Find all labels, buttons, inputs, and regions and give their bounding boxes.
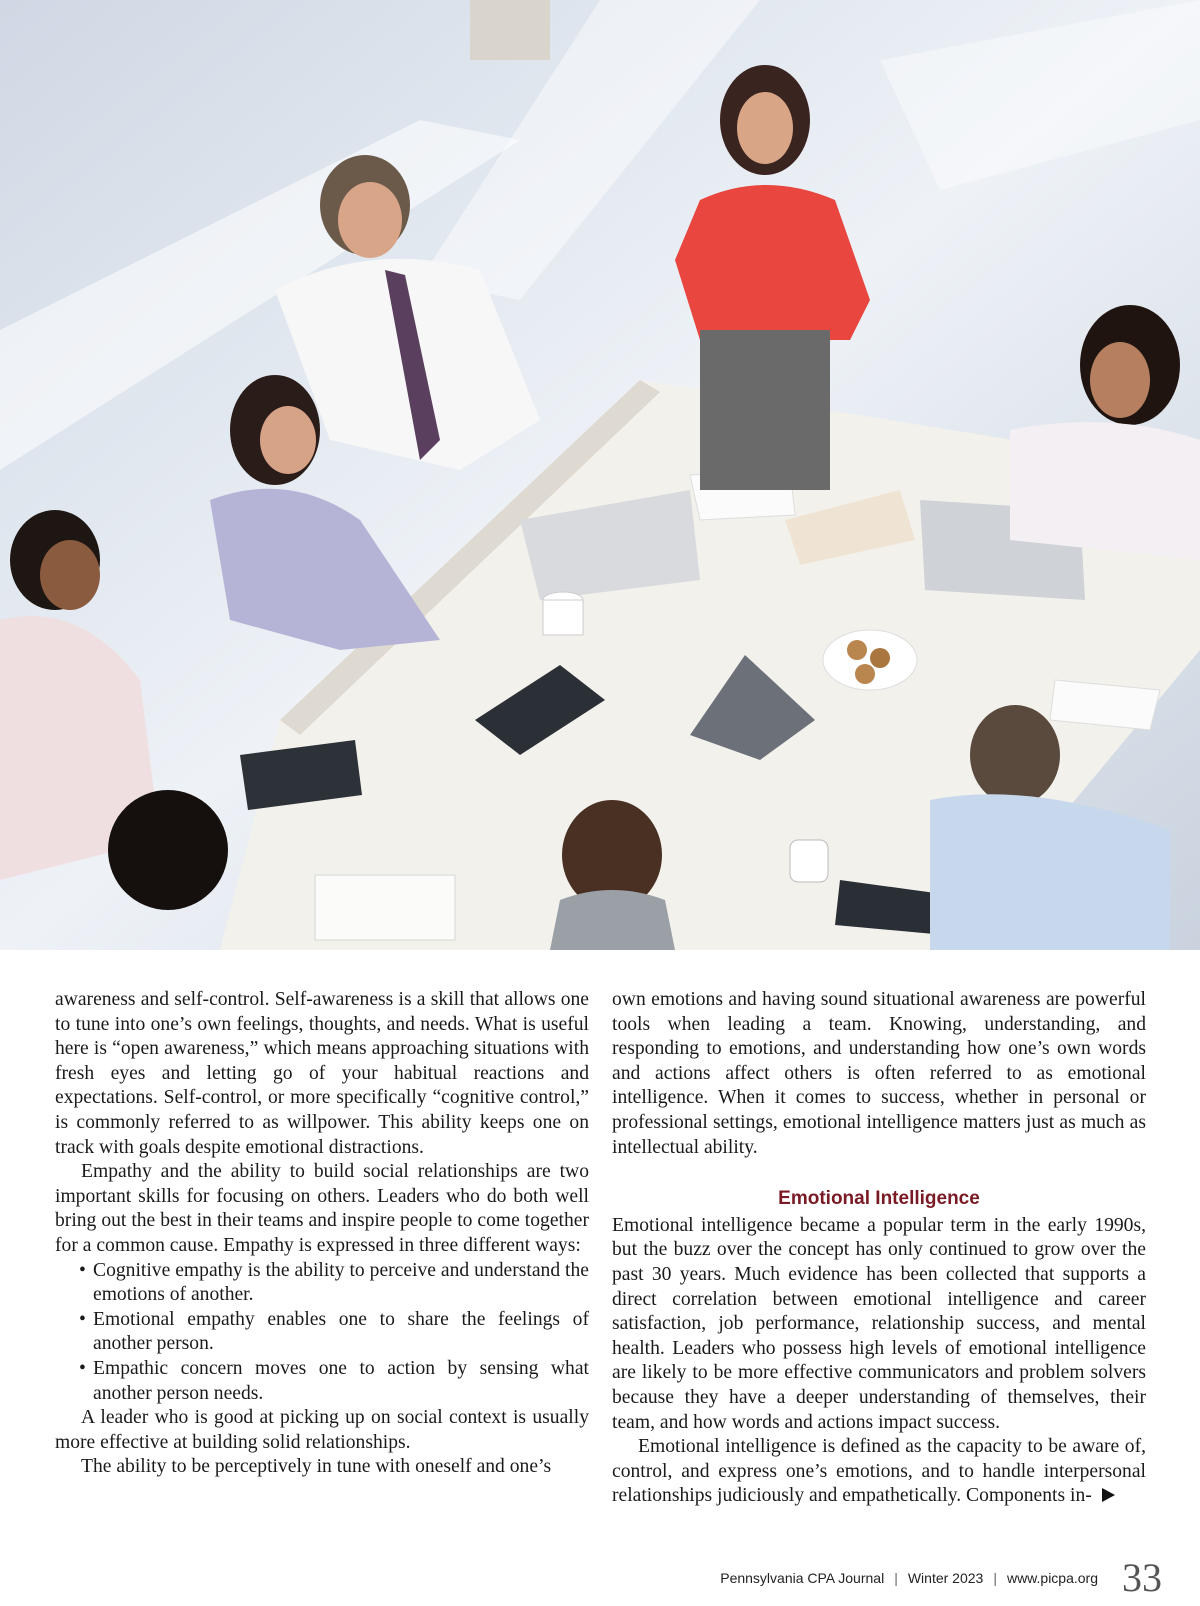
footer-separator: | — [894, 1570, 898, 1586]
left-column — [55, 988, 589, 1480]
right-paragraph-2: Emotional intelligence became a popular term in the early 1990s, but the buzz over the concept has only continued to grow over the past 30 years. Much evidence has been collected that supports a direct correlation between emotional intelligence and career satisfaction, job performance, relationship success, and mental health. Leaders who possess high levels of emotional intelligence are likely to be more effective communicators and problem solvers because they have a deeper understanding of themselves, their team, and how words and actions impact success. — [612, 1214, 1146, 1433]
left-paragraph-4: The ability to be perceptively in tune with oneself and one’s — [81, 1456, 552, 1478]
bullet-item: • Cognitive empathy is the ability to perceive and understand the emotions of another. — [79, 1259, 589, 1308]
right-paragraph-3 — [612, 1435, 1146, 1509]
website-link[interactable]: www.picpa.org — [1006, 1570, 1098, 1586]
bullet-item: • Emotional empathy enables one to share the feelings of another person. — [79, 1308, 589, 1357]
right-paragraph-3-text: Emotional intelligence is defined as the capacity to be aware of, control, and express one’s emotions, and to handle interpersonal relationships judiciously and empathetically. Components in- — [612, 1436, 1146, 1507]
right-paragraph-1: own emotions and having sound situational awareness are powerful tools when leading a team. Knowing, understanding, and responding to emotions, and understanding how one’s own words and actions affect others is often referred to as emotional intelligence. When it comes to success, whether in personal or professional settings, emotional intelligence matters just as much as intellectual ability. — [612, 989, 1146, 1158]
right-column — [612, 988, 1146, 1509]
left-paragraph-2: Empathy and the ability to build social relationships are two important skills for focusing on others. Leaders who do both well bring out the best in their teams and inspire people to come together for a common cause. Empathy is expressed in three different ways: — [55, 1161, 589, 1256]
page-number: 33 — [1122, 1555, 1162, 1600]
empathy-bullet-list — [55, 1259, 589, 1407]
publication-name: Pennsylvania CPA Journal — [720, 1570, 885, 1586]
section-heading: Emotional Intelligence — [778, 1188, 980, 1210]
continue-arrow-icon — [1102, 1488, 1115, 1502]
issue-date: Winter 2023 — [907, 1570, 984, 1586]
bullet-item: • Empathic concern moves one to action by sensing what another person needs. — [79, 1357, 589, 1406]
left-paragraph-3: A leader who is good at picking up on social context is usually more effective at building solid relationships. — [55, 1407, 589, 1453]
page-footer — [720, 1556, 1162, 1600]
footer-separator: | — [993, 1570, 997, 1586]
left-paragraph-1: awareness and self-control. Self-awareness is a skill that allows one to tune into one’s own feelings, thoughts, and needs. What is useful here is “open awareness,” which means approaching situations with fresh eyes and letting go of your habitual reactions and expectations. Self-control, or more specifically “cognitive control,” is commonly referred to as willpower. This ability keeps one on track with goals despite emotional distractions. — [55, 989, 589, 1158]
